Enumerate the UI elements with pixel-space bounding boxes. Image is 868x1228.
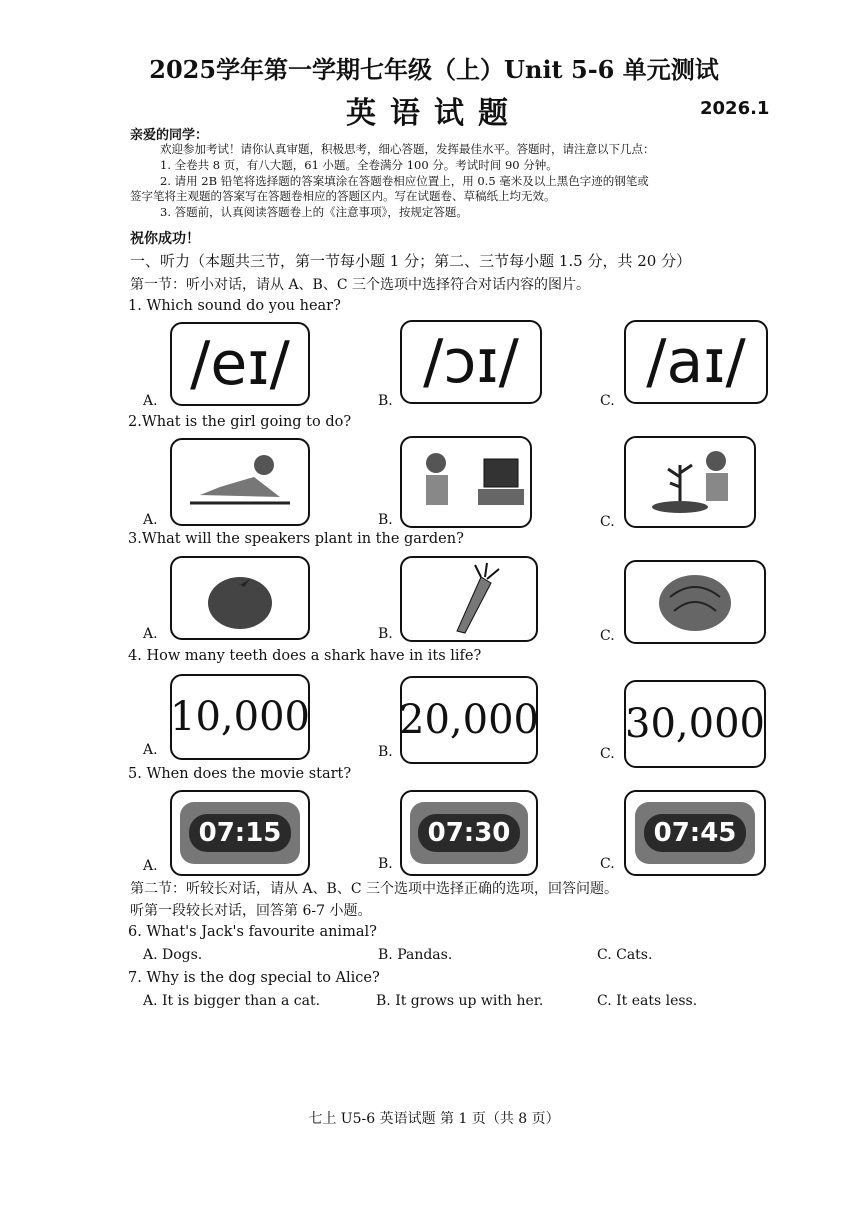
notice-line: 3. 答题前，认真阅读答题卷上的《注意事项》，按规定答题。 (160, 205, 468, 219)
question-6: 6. What's Jack's favourite animal? (128, 924, 377, 940)
option-image-girl-cleaning[interactable] (170, 438, 310, 526)
option-image-number[interactable] (400, 676, 538, 764)
clock-icon (635, 802, 755, 864)
option-label: C. (600, 628, 615, 644)
option-label: B. (378, 856, 393, 872)
question-1: 1. Which sound do you hear? (128, 298, 341, 314)
section2-heading: 第二节：听较长对话，请从 A、B、C 三个选项中选择正确的选项，回答问题。 (130, 881, 619, 897)
option-label: C. (600, 856, 615, 872)
notice-line: 1. 全卷共 8 页，有八大题，61 小题。全卷满分 100 分。考试时间 90 分钟。 (160, 158, 558, 172)
girl-cleaning-icon (180, 447, 300, 517)
question-4: 4. How many teeth does a shark have in its life? (128, 648, 482, 664)
clock-time: 07:45 (644, 814, 747, 852)
number-text: 10,000 (170, 694, 310, 740)
section1-heading: 第一节：听小对话，请从 A、B、C 三个选项中选择符合对话内容的图片。 (130, 277, 591, 293)
option-image-clock[interactable] (170, 790, 310, 876)
exam-title: 2025学年第一学期七年级（上）Unit 5-6 单元测试 (149, 55, 719, 84)
option-image-cabbage[interactable] (624, 560, 766, 644)
option-label: A. (143, 626, 158, 642)
option-image-phonetic[interactable] (400, 320, 542, 404)
option-label: C. (600, 514, 615, 530)
page-footer: 七上 U5-6 英语试题 第 1 页（共 8 页） (308, 1111, 560, 1127)
option-label: A. (143, 393, 158, 409)
option-image-number[interactable] (170, 674, 310, 760)
girl-planting-icon (630, 443, 750, 521)
number-text: 20,000 (399, 697, 539, 743)
option-image-girl-watching-tv[interactable] (400, 436, 532, 528)
option-label: B. (378, 744, 393, 760)
option-image-phonetic[interactable] (170, 322, 310, 406)
notice-greeting: 亲爱的同学： (130, 128, 209, 143)
option-image-phonetic[interactable] (624, 320, 768, 404)
option-label: A. (143, 742, 158, 758)
clock-icon (180, 802, 300, 864)
answer-a[interactable]: A. It is bigger than a cat. (143, 993, 321, 1009)
option-label: A. (143, 858, 158, 874)
carrot-icon (429, 561, 509, 637)
question-5: 5. When does the movie start? (128, 766, 352, 782)
exam-date: 2026.1 (700, 98, 770, 119)
phonetic-text: /aɪ/ (646, 327, 746, 397)
option-label: C. (600, 746, 615, 762)
question-3: 3.What will the speakers plant in the garden? (128, 531, 464, 547)
notice-line: 签字笔将主观题的答案写在答题卷相应的答题区内。写在试题卷、草稿纸上均无效。 (130, 189, 556, 203)
clock-time: 07:15 (189, 814, 292, 852)
option-image-carrot[interactable] (400, 556, 538, 642)
cabbage-icon (650, 567, 740, 637)
option-image-number[interactable] (624, 680, 766, 768)
exam-subtitle: 英语试题 (346, 96, 522, 131)
answer-b[interactable]: B. Pandas. (378, 947, 453, 963)
phonetic-text: /eɪ/ (190, 329, 290, 399)
option-label: A. (143, 512, 158, 528)
number-text: 30,000 (625, 701, 765, 747)
girl-watching-tv-icon (406, 443, 526, 521)
answer-a[interactable]: A. Dogs. (143, 947, 203, 963)
option-label: B. (378, 512, 393, 528)
option-image-girl-planting[interactable] (624, 436, 756, 528)
option-image-clock[interactable] (624, 790, 766, 876)
clock-time: 07:30 (418, 814, 521, 852)
notice-line: 2. 请用 2B 铅笔将选择题的答案填涂在答题卷相应位置上，用 0.5 毫米及以上黑色字迹的钢笔或 (160, 174, 649, 188)
option-image-clock[interactable] (400, 790, 538, 876)
part1-heading: 一、听力（本题共三节，第一节每小题 1 分；第二、三节每小题 1.5 分，共 20 分） (130, 252, 692, 270)
clock-icon (410, 802, 528, 864)
question-2: 2.What is the girl going to do? (128, 414, 352, 430)
option-label: B. (378, 393, 393, 409)
option-image-tomato[interactable] (170, 556, 310, 640)
option-label: B. (378, 626, 393, 642)
notice-wish: 祝你成功！ (130, 231, 200, 247)
answer-c[interactable]: C. It eats less. (597, 993, 698, 1009)
notice-line: 欢迎参加考试！请你认真审题，积极思考，细心答题，发挥最佳水平。答题时，请注意以下几点： (160, 142, 655, 156)
question-7: 7. Why is the dog special to Alice? (128, 970, 380, 986)
phonetic-text: /ɔɪ/ (423, 327, 519, 397)
option-label: C. (600, 393, 615, 409)
section2-intro: 听第一段较长对话，回答第 6-7 小题。 (130, 903, 372, 919)
tomato-icon (200, 563, 280, 633)
answer-b[interactable]: B. It grows up with her. (376, 993, 544, 1009)
answer-c[interactable]: C. Cats. (597, 947, 653, 963)
